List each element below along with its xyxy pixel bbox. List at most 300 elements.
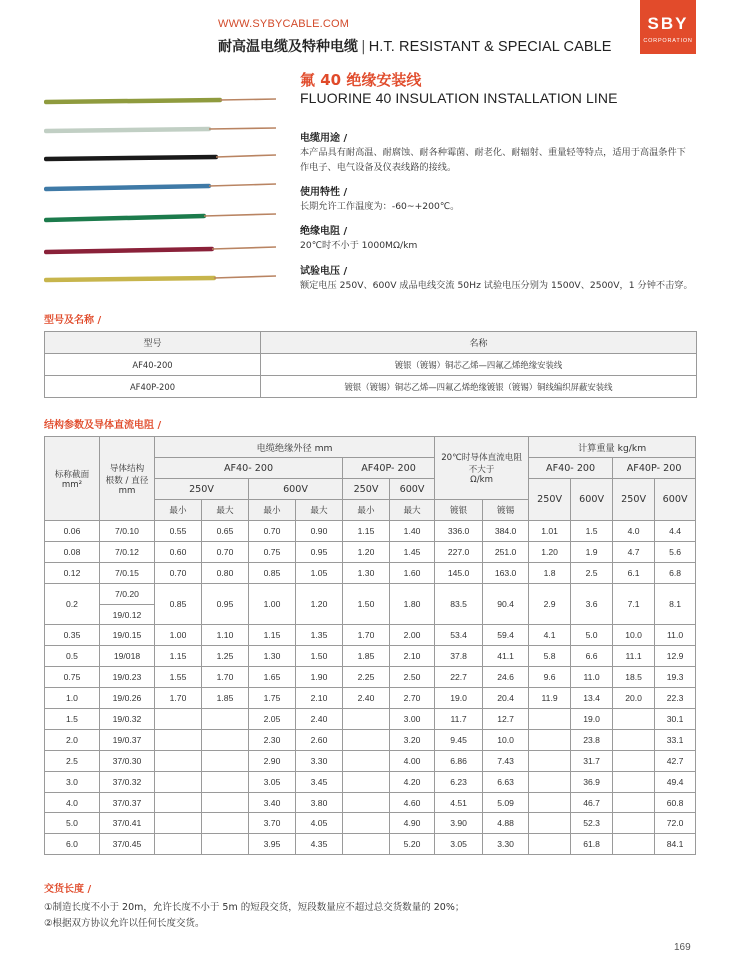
table-row bbox=[45, 709, 696, 730]
cell-value: 0.95 bbox=[202, 583, 249, 625]
cell-value: 1.55 bbox=[155, 667, 202, 688]
cell-value: 11.7 bbox=[435, 709, 483, 730]
cell-value: 11.9 bbox=[529, 688, 571, 709]
header-weight-af40p: AF40P- 200 bbox=[613, 458, 696, 479]
cell-value: 1.25 bbox=[202, 646, 249, 667]
cell-section: 1.5 bbox=[45, 709, 100, 730]
cell-value: 4.7 bbox=[613, 541, 655, 562]
cell-value bbox=[529, 750, 571, 771]
cell-value: 18.5 bbox=[613, 667, 655, 688]
cell-section: 0.06 bbox=[45, 521, 100, 542]
product-title-en: FLUORINE 40 INSULATION INSTALLATION LINE bbox=[300, 90, 618, 106]
cell-value: 59.4 bbox=[483, 625, 529, 646]
cell-value: 1.90 bbox=[296, 667, 343, 688]
cell-value: 1.9 bbox=[571, 541, 613, 562]
wire-1 bbox=[46, 99, 276, 102]
cell-value: 5.0 bbox=[571, 625, 613, 646]
spec-text-insulation bbox=[300, 238, 700, 253]
spec-line: 额定电压 250V、600V 成品电线交流 50Hz 试验电压分别为 1500V、2500V，1 分钟不击穿。 bbox=[300, 280, 693, 291]
header-max: 最大 bbox=[390, 500, 435, 521]
cell-value: 5.20 bbox=[390, 834, 435, 855]
header-resistance-label: 20℃时导体直流电阻 bbox=[441, 453, 522, 463]
cell-value: 13.4 bbox=[571, 688, 613, 709]
cell-value: 90.4 bbox=[483, 583, 529, 625]
table-header-row bbox=[45, 437, 696, 458]
struct-section-heading: 结构参数及导体直流电阻 / bbox=[44, 420, 162, 431]
cell-section: 0.2 bbox=[45, 583, 100, 625]
name-cell: 镀银（镀锡）铜芯乙烯—四氟乙烯绝缘镀银（镀锡）铜线编织屏蔽安装线 bbox=[261, 376, 697, 398]
cell-value: 60.8 bbox=[655, 792, 696, 813]
page-number: 169 bbox=[674, 942, 691, 953]
header-structure-unit: mm bbox=[118, 485, 136, 496]
cell-value: 163.0 bbox=[483, 562, 529, 583]
cell-value: 3.05 bbox=[435, 834, 483, 855]
cell-value bbox=[155, 709, 202, 730]
cell-section: 4.0 bbox=[45, 792, 100, 813]
header-min: 最小 bbox=[343, 500, 390, 521]
cell-value: 2.10 bbox=[390, 646, 435, 667]
cell-value bbox=[529, 834, 571, 855]
cell-value: 49.4 bbox=[655, 771, 696, 792]
spec-heading-insulation: 绝缘电阻 / bbox=[300, 226, 348, 237]
cell-value: 0.70 bbox=[155, 562, 202, 583]
cell-value: 11.0 bbox=[655, 625, 696, 646]
table-row bbox=[45, 813, 696, 834]
header-600v: 600V bbox=[571, 479, 613, 521]
cell-section: 0.75 bbox=[45, 667, 100, 688]
cell-section: 0.08 bbox=[45, 541, 100, 562]
cell-value: 4.00 bbox=[390, 750, 435, 771]
spec-line: 长期允许工作温度为：-60~+200℃。 bbox=[300, 201, 460, 212]
header-section-unit: mm² bbox=[61, 479, 83, 490]
cell-structure: 19/0.23 bbox=[100, 667, 155, 688]
cell-value: 3.95 bbox=[249, 834, 296, 855]
cell-value: 6.8 bbox=[655, 562, 696, 583]
cell-value: 33.1 bbox=[655, 729, 696, 750]
cell-value: 6.86 bbox=[435, 750, 483, 771]
cell-value: 83.5 bbox=[435, 583, 483, 625]
cell-value: 145.0 bbox=[435, 562, 483, 583]
spec-line: 20℃时不小于 1000MΩ/km bbox=[300, 240, 418, 251]
cell-value: 0.60 bbox=[155, 541, 202, 562]
cell-value: 2.05 bbox=[249, 709, 296, 730]
cell-value: 5.09 bbox=[483, 792, 529, 813]
cell-value: 53.4 bbox=[435, 625, 483, 646]
delivery-heading: 交货长度 / bbox=[44, 884, 92, 895]
cell-value: 20.0 bbox=[613, 688, 655, 709]
spec-text-characteristics bbox=[300, 199, 700, 214]
wire-samples-photo bbox=[44, 68, 280, 294]
cell-value: 0.75 bbox=[249, 541, 296, 562]
spec-heading-characteristics: 使用特性 / bbox=[300, 187, 348, 198]
header-af40p: AF40P- 200 bbox=[343, 458, 435, 479]
wire-3 bbox=[46, 155, 276, 159]
cell-value: 0.95 bbox=[296, 541, 343, 562]
cell-value: 4.60 bbox=[390, 792, 435, 813]
cell-value: 4.20 bbox=[390, 771, 435, 792]
header-structure bbox=[100, 437, 155, 521]
cell-value: 2.40 bbox=[343, 688, 390, 709]
cell-value: 11.0 bbox=[571, 667, 613, 688]
cell-value bbox=[343, 834, 390, 855]
cell-value bbox=[529, 813, 571, 834]
cell-value: 1.05 bbox=[296, 562, 343, 583]
cell-value bbox=[202, 813, 249, 834]
header-min: 最小 bbox=[155, 500, 202, 521]
name-cell: 镀银（镀锡）铜芯乙烯—四氟乙烯绝缘安装线 bbox=[261, 354, 697, 376]
spec-text-usage bbox=[300, 145, 700, 175]
cell-value: 72.0 bbox=[655, 813, 696, 834]
cell-value bbox=[343, 792, 390, 813]
table-row bbox=[45, 771, 696, 792]
table-body-row02 bbox=[45, 583, 696, 625]
spec-line: 作电子、电气设备及仪表线路的接线。 bbox=[300, 162, 457, 173]
cell-value: 46.7 bbox=[571, 792, 613, 813]
cell-section: 0.5 bbox=[45, 646, 100, 667]
cell-value: 7.1 bbox=[613, 583, 655, 625]
cell-value: 336.0 bbox=[435, 521, 483, 542]
cell-value bbox=[155, 729, 202, 750]
cell-value: 3.90 bbox=[435, 813, 483, 834]
table-row bbox=[45, 541, 696, 562]
cell-value: 2.90 bbox=[249, 750, 296, 771]
cell-value: 30.1 bbox=[655, 709, 696, 730]
cell-section: 0.12 bbox=[45, 562, 100, 583]
logo-mark: SBY bbox=[647, 14, 689, 33]
cell-value bbox=[155, 813, 202, 834]
cell-value: 1.50 bbox=[296, 646, 343, 667]
column-header: 名称 bbox=[261, 332, 697, 354]
cell-value: 384.0 bbox=[483, 521, 529, 542]
cell-value bbox=[202, 834, 249, 855]
cell-value: 1.15 bbox=[249, 625, 296, 646]
website-url[interactable]: WWW.SYBYCABLE.COM bbox=[218, 18, 350, 30]
cell-value: 1.30 bbox=[249, 646, 296, 667]
cell-value: 6.6 bbox=[571, 646, 613, 667]
header-250v: 250V bbox=[343, 479, 390, 500]
cell-value: 8.1 bbox=[655, 583, 696, 625]
cell-value: 31.7 bbox=[571, 750, 613, 771]
cell-value bbox=[529, 729, 571, 750]
cell-value: 4.1 bbox=[529, 625, 571, 646]
cell-section: 1.0 bbox=[45, 688, 100, 709]
cell-value: 36.9 bbox=[571, 771, 613, 792]
cell-value: 1.10 bbox=[202, 625, 249, 646]
cell-structure: 7/0.12 bbox=[100, 541, 155, 562]
column-header: 型号 bbox=[45, 332, 261, 354]
header-max: 最大 bbox=[296, 500, 343, 521]
header-title-en: H.T. RESISTANT & SPECIAL CABLE bbox=[368, 39, 612, 55]
delivery-line-1: ①制造长度不小于 20m，允许长度不小于 5m 的短段交货，短段数量应不超过总交货数量的 20%； bbox=[44, 902, 465, 913]
cell-value: 0.80 bbox=[202, 562, 249, 583]
cell-value: 2.25 bbox=[343, 667, 390, 688]
cell-value: 4.4 bbox=[655, 521, 696, 542]
cell-value: 3.6 bbox=[571, 583, 613, 625]
header-af40: AF40- 200 bbox=[155, 458, 343, 479]
cell-value: 22.7 bbox=[435, 667, 483, 688]
cell-value: 24.6 bbox=[483, 667, 529, 688]
cell-value: 1.60 bbox=[390, 562, 435, 583]
cell-section: 3.0 bbox=[45, 771, 100, 792]
header-250v: 250V bbox=[155, 479, 249, 500]
cell-value bbox=[202, 709, 249, 730]
header-250v: 250V bbox=[613, 479, 655, 521]
cell-value: 52.3 bbox=[571, 813, 613, 834]
cell-value: 3.45 bbox=[296, 771, 343, 792]
header-tin: 镀锡 bbox=[483, 500, 529, 521]
cell-value: 0.85 bbox=[249, 562, 296, 583]
cell-value: 3.30 bbox=[483, 834, 529, 855]
header-structure-label2: 根数 / 直径 bbox=[105, 475, 149, 486]
cell-value: 0.55 bbox=[155, 521, 202, 542]
cell-value: 1.5 bbox=[571, 521, 613, 542]
spec-heading-test-voltage: 试验电压 / bbox=[300, 266, 348, 277]
cell-value: 23.8 bbox=[571, 729, 613, 750]
cell-value: 4.90 bbox=[390, 813, 435, 834]
cell-value: 19.0 bbox=[571, 709, 613, 730]
cell-value bbox=[343, 813, 390, 834]
cell-value: 2.00 bbox=[390, 625, 435, 646]
cell-value: 3.80 bbox=[296, 792, 343, 813]
cell-structure: 37/0.45 bbox=[100, 834, 155, 855]
spec-heading-usage: 电缆用途 / bbox=[300, 133, 348, 144]
cell-value: 2.10 bbox=[296, 688, 343, 709]
company-logo bbox=[640, 0, 696, 54]
header-title bbox=[218, 36, 612, 56]
cell-section: 2.5 bbox=[45, 750, 100, 771]
cell-structure: 7/0.10 bbox=[100, 521, 155, 542]
cell-value bbox=[155, 771, 202, 792]
cell-structure: 37/0.41 bbox=[100, 813, 155, 834]
cell-value: 9.6 bbox=[529, 667, 571, 688]
table-row bbox=[45, 688, 696, 709]
cell-value: 3.20 bbox=[390, 729, 435, 750]
header-outer-diameter: 电缆绝缘外径 mm bbox=[155, 437, 435, 458]
wire-5 bbox=[46, 214, 276, 220]
cell-value: 1.30 bbox=[343, 562, 390, 583]
header-600v: 600V bbox=[249, 479, 343, 500]
cell-value: 3.70 bbox=[249, 813, 296, 834]
cell-value: 2.60 bbox=[296, 729, 343, 750]
page-header bbox=[0, 0, 730, 60]
table-row bbox=[45, 376, 697, 398]
cell-value: 1.20 bbox=[296, 583, 343, 625]
cell-value: 4.88 bbox=[483, 813, 529, 834]
cell-value: 0.90 bbox=[296, 521, 343, 542]
cell-value bbox=[613, 729, 655, 750]
header-600v: 600V bbox=[655, 479, 696, 521]
cell-value bbox=[343, 771, 390, 792]
header-weight-af40: AF40- 200 bbox=[529, 458, 613, 479]
table-body-a bbox=[45, 521, 696, 584]
cell-value: 1.45 bbox=[390, 541, 435, 562]
header-resistance-label2: 不大于 bbox=[468, 465, 495, 475]
cell-value: 61.8 bbox=[571, 834, 613, 855]
table-row bbox=[45, 729, 696, 750]
table-body-b bbox=[45, 625, 696, 855]
cell-value: 6.23 bbox=[435, 771, 483, 792]
cell-value bbox=[613, 771, 655, 792]
spec-line: 本产品具有耐高温、耐腐蚀、耐各种霉菌、耐老化、耐辐射、重量轻等特点，适用于高温条件下 bbox=[300, 147, 686, 158]
cell-value: 0.70 bbox=[249, 521, 296, 542]
cell-value bbox=[613, 750, 655, 771]
cell-value: 1.70 bbox=[155, 688, 202, 709]
cell-value: 0.70 bbox=[202, 541, 249, 562]
cell-structure: 19/0.12 bbox=[100, 604, 155, 625]
cell-structure: 19/018 bbox=[100, 646, 155, 667]
table-header-row bbox=[45, 332, 697, 354]
cell-value: 1.80 bbox=[390, 583, 435, 625]
cell-value: 1.20 bbox=[343, 541, 390, 562]
table-row bbox=[45, 354, 697, 376]
spec-text-test-voltage bbox=[300, 278, 710, 293]
model-cell: AF40P-200 bbox=[45, 376, 261, 398]
cell-value: 20.4 bbox=[483, 688, 529, 709]
cell-value: 12.7 bbox=[483, 709, 529, 730]
cell-value: 1.8 bbox=[529, 562, 571, 583]
table-row bbox=[45, 646, 696, 667]
cell-value bbox=[155, 750, 202, 771]
cell-value: 3.40 bbox=[249, 792, 296, 813]
header-600v: 600V bbox=[390, 479, 435, 500]
model-section-heading: 型号及名称 / bbox=[44, 315, 102, 326]
cell-value: 6.1 bbox=[613, 562, 655, 583]
cell-value: 37.8 bbox=[435, 646, 483, 667]
cell-value: 1.65 bbox=[249, 667, 296, 688]
cell-structure: 19/0.15 bbox=[100, 625, 155, 646]
cell-value: 41.1 bbox=[483, 646, 529, 667]
cell-structure: 19/0.37 bbox=[100, 729, 155, 750]
cell-value: 2.5 bbox=[571, 562, 613, 583]
table-row bbox=[45, 625, 696, 646]
cell-value: 1.85 bbox=[343, 646, 390, 667]
cell-value: 1.85 bbox=[202, 688, 249, 709]
cell-value: 1.50 bbox=[343, 583, 390, 625]
cell-value bbox=[202, 750, 249, 771]
cell-value bbox=[202, 771, 249, 792]
header-min: 最小 bbox=[249, 500, 296, 521]
cell-value bbox=[613, 792, 655, 813]
cell-value bbox=[529, 792, 571, 813]
cell-value: 0.65 bbox=[202, 521, 249, 542]
cell-value: 22.3 bbox=[655, 688, 696, 709]
cell-value: 2.9 bbox=[529, 583, 571, 625]
cell-value: 4.51 bbox=[435, 792, 483, 813]
cell-value: 10.0 bbox=[613, 625, 655, 646]
table-row bbox=[45, 792, 696, 813]
cell-value: 1.40 bbox=[390, 521, 435, 542]
cell-value: 84.1 bbox=[655, 834, 696, 855]
cell-structure: 19/0.26 bbox=[100, 688, 155, 709]
cell-value: 2.40 bbox=[296, 709, 343, 730]
cell-structure: 7/0.20 bbox=[100, 583, 155, 604]
cell-value bbox=[343, 729, 390, 750]
header-max: 最大 bbox=[202, 500, 249, 521]
cell-value: 2.50 bbox=[390, 667, 435, 688]
cell-value bbox=[529, 771, 571, 792]
cell-value bbox=[155, 792, 202, 813]
table-row bbox=[45, 562, 696, 583]
header-250v: 250V bbox=[529, 479, 571, 521]
cell-value bbox=[613, 709, 655, 730]
table-row bbox=[45, 521, 696, 542]
cell-structure: 7/0.15 bbox=[100, 562, 155, 583]
cell-value bbox=[343, 750, 390, 771]
cell-structure: 19/0.32 bbox=[100, 709, 155, 730]
cell-value bbox=[613, 834, 655, 855]
cell-value: 1.00 bbox=[155, 625, 202, 646]
header-structure-label: 导体结构 bbox=[109, 463, 145, 474]
cell-value: 1.75 bbox=[249, 688, 296, 709]
cell-value: 6.63 bbox=[483, 771, 529, 792]
wire-4 bbox=[46, 184, 276, 189]
cell-value: 3.00 bbox=[390, 709, 435, 730]
cell-value: 5.8 bbox=[529, 646, 571, 667]
delivery-line-2: ②根据双方协议允许以任何长度交货。 bbox=[44, 918, 205, 929]
cell-section: 5.0 bbox=[45, 813, 100, 834]
model-table bbox=[44, 331, 697, 398]
product-title-cn: 氟 40 绝缘安装线 bbox=[300, 71, 422, 89]
cell-value bbox=[529, 709, 571, 730]
cell-value: 9.45 bbox=[435, 729, 483, 750]
structure-table bbox=[44, 436, 696, 855]
header-separator: | bbox=[361, 39, 366, 55]
cell-value: 251.0 bbox=[483, 541, 529, 562]
cell-value bbox=[343, 709, 390, 730]
cell-value: 10.0 bbox=[483, 729, 529, 750]
cell-value: 2.70 bbox=[390, 688, 435, 709]
cell-value: 19.0 bbox=[435, 688, 483, 709]
cell-value: 12.9 bbox=[655, 646, 696, 667]
cell-section: 6.0 bbox=[45, 834, 100, 855]
cell-structure: 37/0.30 bbox=[100, 750, 155, 771]
cell-value: 42.7 bbox=[655, 750, 696, 771]
cell-section: 2.0 bbox=[45, 729, 100, 750]
table-row bbox=[45, 667, 696, 688]
cell-value: 7.43 bbox=[483, 750, 529, 771]
cell-value: 3.05 bbox=[249, 771, 296, 792]
cell-value: 1.15 bbox=[343, 521, 390, 542]
table-row bbox=[45, 583, 696, 604]
cell-value: 1.20 bbox=[529, 541, 571, 562]
table-row bbox=[45, 834, 696, 855]
cell-value: 4.0 bbox=[613, 521, 655, 542]
wire-7 bbox=[46, 276, 276, 280]
cell-value: 2.30 bbox=[249, 729, 296, 750]
cell-value: 1.35 bbox=[296, 625, 343, 646]
cell-value: 3.30 bbox=[296, 750, 343, 771]
model-cell: AF40-200 bbox=[45, 354, 261, 376]
cell-value: 1.15 bbox=[155, 646, 202, 667]
header-resistance-unit: Ω/km bbox=[470, 475, 493, 485]
wire-6 bbox=[46, 247, 276, 252]
wire-2 bbox=[46, 128, 276, 131]
cell-value: 1.70 bbox=[202, 667, 249, 688]
cell-value: 11.1 bbox=[613, 646, 655, 667]
cell-value bbox=[613, 813, 655, 834]
cell-value: 227.0 bbox=[435, 541, 483, 562]
cell-value: 1.01 bbox=[529, 521, 571, 542]
cell-value bbox=[202, 792, 249, 813]
cell-value: 1.00 bbox=[249, 583, 296, 625]
header-section-label: 标称截面 bbox=[54, 469, 90, 480]
logo-subtitle: CORPORATION bbox=[643, 38, 693, 44]
cell-section: 0.35 bbox=[45, 625, 100, 646]
cell-structure: 37/0.32 bbox=[100, 771, 155, 792]
cell-value: 0.85 bbox=[155, 583, 202, 625]
header-silver: 镀银 bbox=[435, 500, 483, 521]
header-title-cn: 耐高温电缆及特种电缆 bbox=[218, 39, 358, 55]
